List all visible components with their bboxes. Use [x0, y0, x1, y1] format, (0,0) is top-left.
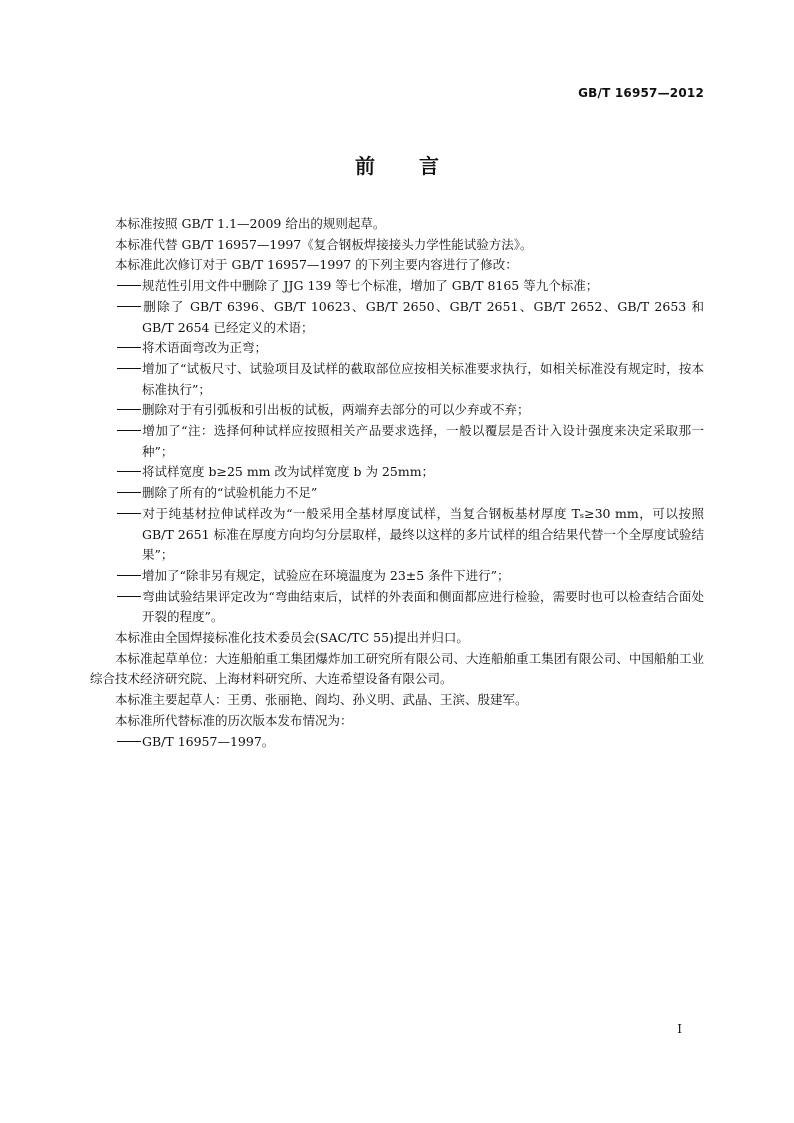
list-item-text: 弯曲试验结果评定改为“弯曲结束后，试样的外表面和侧面都应进行检验，需要时也可以检查结合面处开裂的程度”。 [142, 588, 704, 625]
dash-list-item [90, 276, 704, 297]
list-item-text: 删除了所有的“试验机能力不足” [142, 485, 318, 501]
paragraph: 本标准起草单位：大连船舶重工集团爆炸加工研究所有限公司、大连船舶重工集团有限公司、中国船舶工业综合技术经济研究院、上海材料研究所、大连希望设备有限公司。 [90, 650, 704, 687]
dash-list-item [90, 483, 704, 504]
paragraph: 本标准按照 GB/T 1.1—2009 给出的规则起草。 [115, 216, 386, 231]
dash-mark [117, 462, 142, 483]
dash-mark [117, 504, 142, 525]
dash-mark [117, 421, 142, 442]
list-item-text: 删除了 GB/T 6396、GB/T 10623、GB/T 2650、GB/T 2651、GB/T 2652、GB/T 2653 和 GB/T 2654 已经定义的术语； [142, 298, 704, 335]
dash-list-item [90, 359, 704, 400]
dash-list-item [90, 462, 704, 483]
list-item-text: GB/T 16957—1997。 [142, 733, 275, 749]
dash-mark [117, 732, 142, 753]
list-item-text: 将术语面弯改为正弯； [142, 340, 268, 356]
dash-list-item [90, 297, 704, 338]
list-item-text: 增加了“注：选择何种试样应按照相关产品要求选择，一般以覆层是否计入设计强度来决定采取那一种”； [142, 423, 704, 459]
dash-list-item [90, 732, 704, 753]
dash-list-item [90, 504, 704, 566]
dash-list-item [90, 421, 704, 462]
paragraph: 本标准主要起草人：王勇、张丽艳、阎均、孙义明、武晶、王滨、殷建军。 [115, 692, 528, 708]
list-item-text: 对于纯基材拉伸试样改为“一般采用全基材厚度试样，当复合钢板基材厚度 Tₛ≥30 mm，可以按照 GB/T 2651 标准在厚度方向均匀分层取样，最终以这样的多片试样的组合结果代替一个全厚度试验结果”； [142, 505, 704, 563]
standard-number: GB/T 16957—2012 [578, 86, 704, 100]
dash-mark [117, 566, 142, 587]
dash-list-item [90, 338, 704, 359]
list-item-text: 删除对于有引弧板和引出板的试板，两端弃去部分的可以少弃或不弃； [142, 402, 530, 418]
list-item-text: 将试样宽度 b≥25 mm 改为试样宽度 b 为 25mm； [142, 464, 435, 480]
dash-mark [117, 483, 142, 504]
paragraph: 本标准代替 GB/T 16957—1997《复合钢板焊接接头力学性能试验方法》。 [115, 236, 533, 252]
list-item-text: 规范性引用文件中删除了 JJG 139 等七个标准，增加了 GB/T 8165 等九个标准； [142, 278, 599, 294]
page-title: 前言 [355, 154, 483, 178]
dash-list-item [90, 587, 704, 628]
dash-mark [117, 587, 142, 608]
dash-mark [117, 359, 142, 380]
foreword-body [90, 214, 704, 752]
paragraph: 本标准所代替标准的历次版本发布情况为： [115, 712, 353, 728]
dash-list-item [90, 566, 704, 587]
page-number: I [677, 1022, 682, 1036]
paragraph: 本标准此次修订对于 GB/T 16957—1997 的下列主要内容进行了修改： [115, 257, 518, 273]
dash-mark [117, 276, 142, 297]
dash-list-item [90, 400, 704, 421]
list-item-text: 增加了“试板尺寸、试验项目及试样的截取部位应按相关标准要求执行，如相关标准没有规定时，按本标准执行”； [142, 360, 704, 397]
list-item-text: 增加了“除非另有规定，试验应在环境温度为 23±5 条件下进行”； [142, 567, 510, 583]
dash-mark [117, 338, 142, 359]
dash-mark [117, 400, 142, 421]
paragraph: 本标准由全国焊接标准化技术委员会(SAC/TC 55)提出并归口。 [115, 630, 469, 646]
dash-mark [117, 297, 142, 318]
